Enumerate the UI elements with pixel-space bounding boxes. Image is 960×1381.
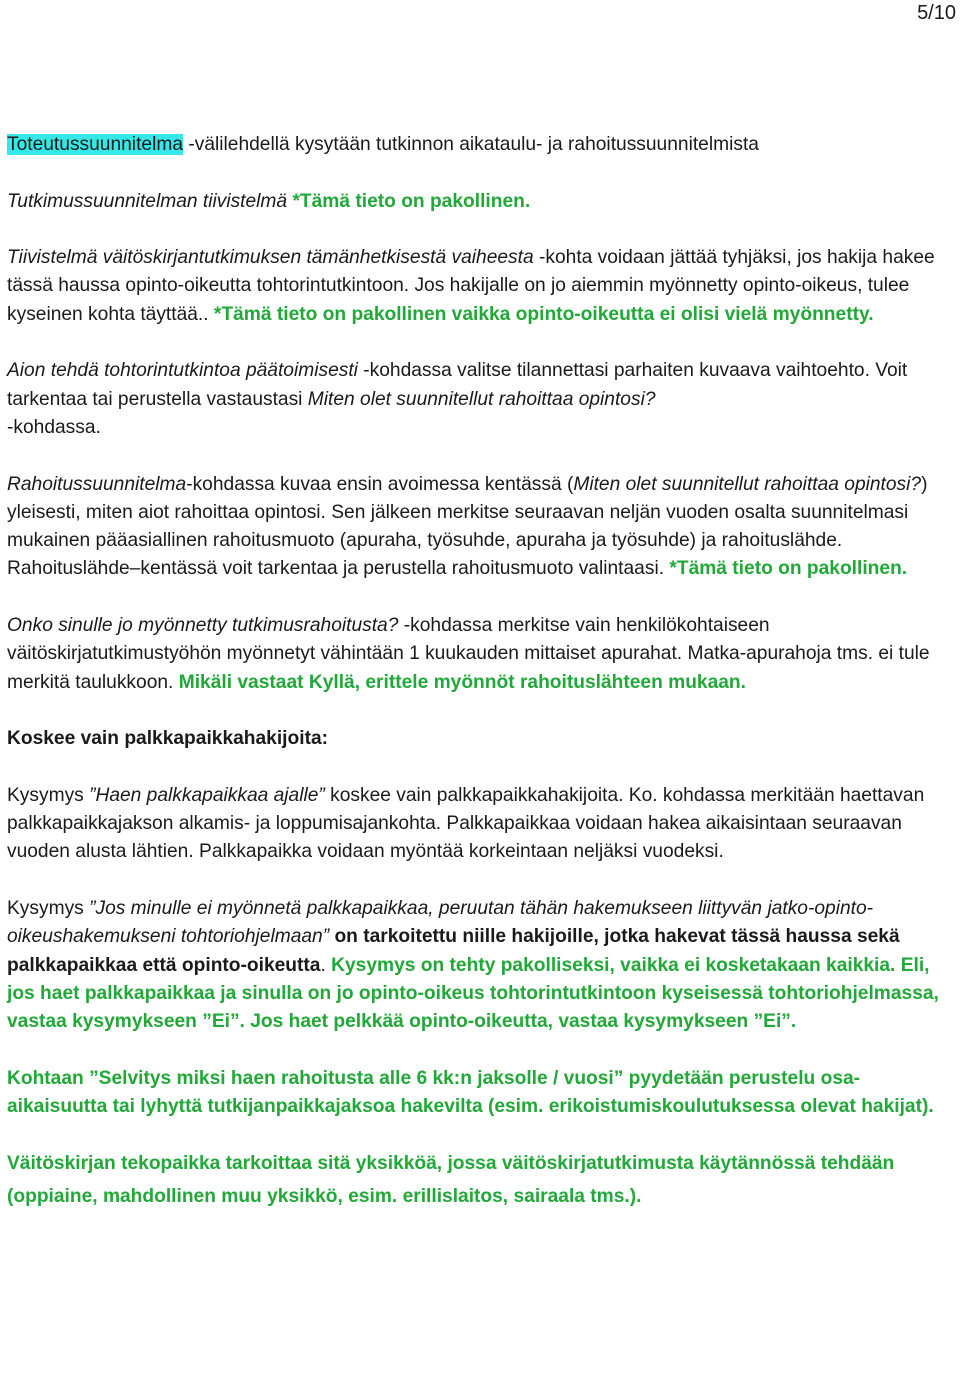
- required-note: *Tämä tieto on pakollinen vaikka opinto-oikeutta ei olisi vielä myönnetty.: [213, 303, 874, 325]
- paragraph-toteutussuunnitelma: [7, 131, 959, 159]
- paragraph-rahoitussuunnitelma: [7, 471, 959, 584]
- page-number: 5/10: [917, 2, 956, 24]
- field-name: Aion tehdä tohtorintutkintoa päätoimisesti: [7, 360, 358, 382]
- instruction-note: Väitöskirjan tekopaikka tarkoittaa sitä yksikköä, jossa väitöskirjatutkimusta käytännössä tehdään (oppiaine, mahdollinen muu yksikkö, esim. erillislaitos, sairaala tms.).: [7, 1152, 895, 1207]
- field-name: Rahoitussuunnitelma: [7, 473, 187, 495]
- paragraph-text: -kohta voidaan jättää tyhjäksi, jos hakija hakee tässä haussa opinto-oikeutta tohtorintutkintoon. Jos hakijalle on jo aiemmin myönnetty opinto-oikeus, tulee kyseinen kohta täyttää..: [7, 247, 935, 325]
- field-name: Tutkimussuunnitelman tiivistelmä: [7, 190, 293, 212]
- paragraph-text: Kysymys: [7, 898, 90, 920]
- section-heading-palkkapaikka: [7, 725, 959, 753]
- paragraph-tiivistelma-required: [7, 188, 959, 216]
- paragraph-text: .: [320, 954, 332, 976]
- instruction-note: Kysymys on tehty pakolliseksi, vaikka ei kosketakaan kaikkia. Eli, jos haet palkkapaikkaa ja sinulla on jo opinto-oikeus tohtorintutkintoon kyseisessä tohtoriohjelmassa, vastaa kysymykseen ”Ei”. Jos haet pelkkää opinto-oikeutta, vastaa kysymykseen ”Ei”.: [7, 954, 939, 1033]
- paragraph-text: -kohdassa kuvaa ensin avoimessa kentässä (: [186, 473, 574, 495]
- paragraph-text: Kysymys: [7, 784, 90, 806]
- paragraph-tiivistelma-vaihe: [7, 244, 959, 329]
- instruction-note: Kohtaan ”Selvitys miksi haen rahoitusta alle 6 kk:n jaksolle / vuosi” pyydetään perustelu osa-aikaisuutta tai lyhyttä tutkijanpaikkajaksoa hakevilta (esim. erikoistumiskoulutuksessa olevat hakijat).: [7, 1067, 934, 1118]
- paragraph-paatoimisesti: [7, 357, 959, 442]
- instruction-note: Mikäli vastaat Kyllä, erittele myönnöt rahoituslähteen mukaan.: [178, 671, 746, 693]
- paragraph-text: -kohdassa merkitse vain henkilökohtaiseen väitöskirjatutkimustyöhön myönnetyt vähintään 1 kuukauden mittaiset apurahat. Matka-apurahoja tms. ei tule merkitä taulukkoon.: [7, 615, 930, 693]
- field-name: Miten olet suunnitellut rahoittaa opintosi?: [573, 473, 922, 495]
- section-heading: Koskee vain palkkapaikkahakijoita:: [7, 728, 329, 750]
- paragraph-text: -kohdassa valitse tilannettasi parhaiten kuvaava vaihtoehto. Voit tarkentaa tai perustella vastaustasi: [7, 360, 908, 410]
- paragraph-text: -kohdassa.: [7, 416, 101, 438]
- paragraph-text: ) yleisesti, miten aiot rahoittaa opintosi. Sen jälkeen merkitse seuraavan neljän vuoden osalta suunnitelmasi mukainen pääasiallinen rahoitusmuoto (apuraha, työsuhde, apuraha ja työsuhde) ja rahoituslähde. Rahoituslähde–kentässä voit tarkentaa ja perustella rahoitusmuoto valintaasi.: [7, 473, 928, 580]
- field-name: Onko sinulle jo myönnetty tutkimusrahoitusta?: [7, 615, 399, 637]
- paragraph-text: -välilehdellä kysytään tutkinnon aikataulu- ja rahoitussuunnitelmista: [183, 134, 759, 155]
- paragraph-tutkimusrahoitus: [7, 612, 959, 697]
- paragraph-peruutan-hakemuksen: [7, 895, 959, 1036]
- paragraph-haen-palkkapaikkaa: [7, 782, 959, 867]
- field-name: Miten olet suunnitellut rahoittaa opintosi?: [307, 388, 656, 410]
- highlighted-tab-name: Toteutussuunnitelma: [7, 134, 183, 155]
- document-body: [7, 131, 959, 1241]
- paragraph-tekopaikka: [7, 1147, 959, 1213]
- required-note: *Tämä tieto on pakollinen.: [292, 190, 531, 212]
- required-note: *Tämä tieto on pakollinen.: [669, 558, 908, 580]
- paragraph-selvitys: [7, 1065, 959, 1122]
- paragraph-text: koskee vain palkkapaikkahakijoita. Ko. kohdassa merkitään haettavan palkkapaikkajakson alkamis- ja loppumisajankohta. Palkkapaikkaa voidaan hakea aikaisintaan seuraavan vuoden alusta lähtien. Palkkapaikka voidaan myöntää korkeintaan neljäksi vuodeksi.: [7, 784, 925, 863]
- field-name: ”Haen palkkapaikkaa ajalle”: [89, 784, 325, 806]
- bold-text: on tarkoitettu niille hakijoille, jotka hakevat tässä haussa sekä palkkapaikkaa että opinto-oikeutta: [7, 926, 900, 976]
- field-name: Tiivistelmä väitöskirjantutkimuksen tämänhetkisestä vaiheesta: [7, 247, 534, 269]
- field-name: ”Jos minulle ei myönnetä palkkapaikkaa, peruutan tähän hakemukseen liittyvän jatko-opinto-oikeushakemukseni tohtoriohjelmaan”: [7, 898, 874, 948]
